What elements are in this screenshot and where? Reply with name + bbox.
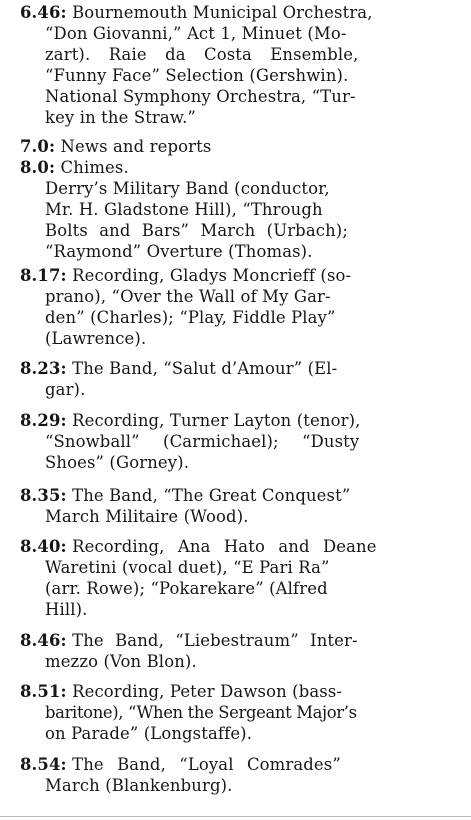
entry-line: “Funny Face” Selection (Gershwin). [45,66,349,86]
entry-line: baritone), “When the Sergeant Major’s [45,703,357,723]
entry-line: gar). [45,380,86,400]
entry-time: 8.46: [20,631,67,650]
entry-line: Mr. H. Gladstone Hill), “Through [45,200,323,220]
entry-line: March (Blankenburg). [45,776,233,796]
programme-entry-823 [20,358,471,400]
entry-line: National Symphony Orchestra, “Tur- [45,87,356,107]
entry-text: The Band, “Salut d’Amour” (El- [72,359,338,378]
programme-entry-835 [20,485,471,527]
bottom-divider [0,816,471,817]
entry-time: 8.35: [20,486,67,505]
entry-text: The Band, “The Great Conquest” [72,486,351,505]
programme-entry-851 [20,681,471,744]
entry-text: Recording, Ana Hato and Deane [72,537,377,556]
entry-line: den” (Charles); “Play, Fiddle Play” [45,308,336,328]
entry-line: mezzo (Von Blon). [45,652,197,672]
entry-text: Recording, Gladys Moncrieff (so- [72,266,352,285]
entry-line: “Raymond” Overture (Thomas). [45,242,313,262]
entry-line: Derry’s Military Band (conductor, [45,179,330,199]
entry-text: News and reports [60,137,212,156]
entry-line: key in the Straw.” [45,108,196,128]
entry-line [20,265,471,286]
entry-line [20,2,471,23]
programme-entry-80 [20,157,471,262]
entry-line: zart). Raie da Costa Ensemble, [45,45,359,65]
entry-line: “Don Giovanni,” Act 1, Minuet (Mo- [45,24,347,44]
programme-entry-829 [20,410,471,473]
entry-line [20,410,471,431]
entry-line: Bolts and Bars” March (Urbach); [45,221,348,241]
entry-line: (Lawrence). [45,329,147,349]
programme-entry-817 [20,265,471,349]
entry-time: 6.46: [20,3,67,22]
entry-text: Bournemouth Municipal Orchestra, [72,3,373,22]
entry-time: 7.0: [20,137,56,156]
entry-line [20,358,471,379]
entry-line: March Militaire (Wood). [45,507,249,527]
programme-entry-840 [20,536,471,620]
entry-text: The Band, “Loyal Comrades” [72,755,341,774]
entry-text: The Band, “Liebestraum” Inter- [72,631,358,650]
entry-line: (arr. Rowe); “Pokarekare” (Alfred [45,579,328,599]
entry-line [20,157,471,178]
entry-time: 8.51: [20,682,67,701]
entry-line [20,485,471,506]
entry-time: 8.0: [20,158,56,177]
entry-text: Recording, Turner Layton (tenor), [72,411,361,430]
programme-entry-846 [20,630,471,672]
entry-time: 8.54: [20,755,67,774]
programme-entry-854 [20,754,471,796]
entry-time: 8.17: [20,266,67,285]
entry-line [20,136,471,157]
programme-entry-70 [20,136,471,157]
entry-text: Recording, Peter Dawson (bass- [72,682,343,701]
entry-line: “Snowball” (Carmichael); “Dusty [45,432,360,452]
entry-line: Waretini (vocal duet), “E Pari Ra” [45,558,330,578]
entry-time: 8.29: [20,411,67,430]
entry-line [20,536,471,557]
entry-line [20,681,471,702]
entry-text: Chimes. [60,158,129,177]
entry-line: Hill). [45,600,88,620]
entry-time: 8.23: [20,359,67,378]
entry-line: on Parade” (Longstaffe). [45,724,253,744]
entry-line: Shoes” (Gorney). [45,453,190,473]
programme-entry-646 [20,2,471,129]
entry-line [20,630,471,651]
entry-line: prano), “Over the Wall of My Gar- [45,287,331,307]
entry-line [20,754,471,775]
entry-time: 8.40: [20,537,67,556]
